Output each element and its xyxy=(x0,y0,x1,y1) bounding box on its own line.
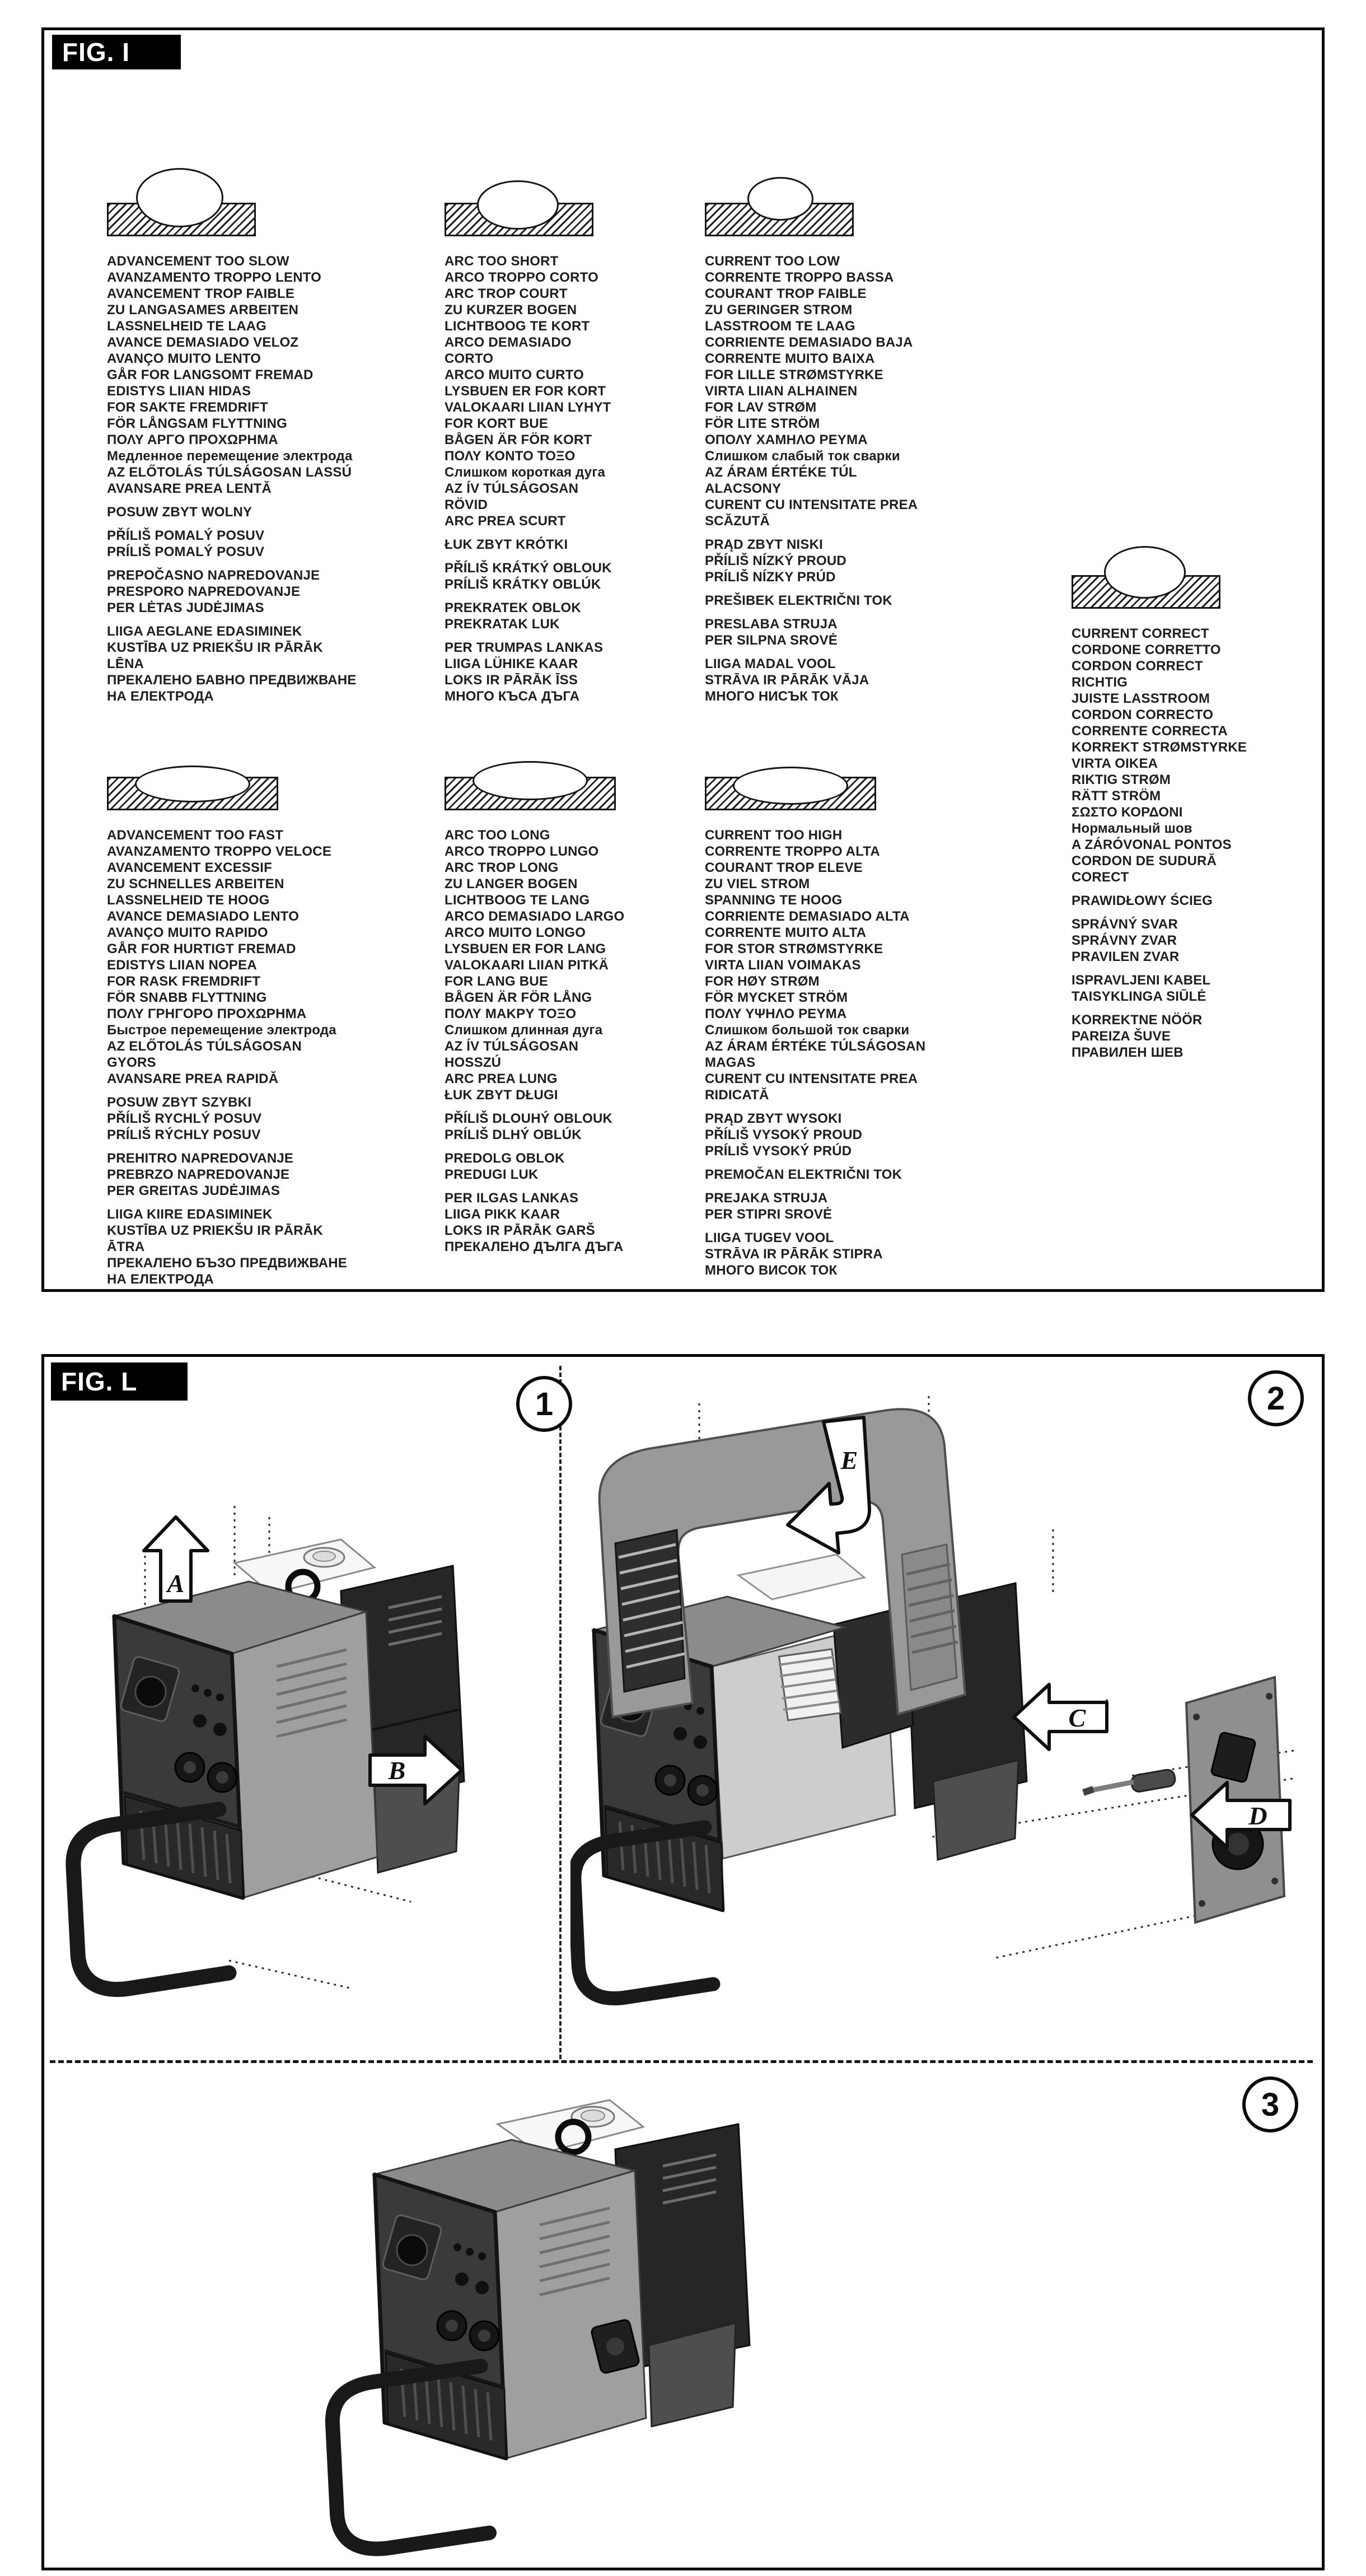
lang-line: ARC TOO LONG xyxy=(445,828,550,843)
lang-line: ARC PREA LUNG xyxy=(445,1071,558,1086)
lang-line: AZ ÁRAM ÉRTÉKE TÚL xyxy=(705,465,857,480)
lang-line: МНОГО ВИСОК ТОК xyxy=(705,1263,838,1278)
weld-bead-current-high-icon xyxy=(705,739,873,813)
lang-line: PREDUGI LUK xyxy=(445,1167,539,1182)
lang-lines xyxy=(445,253,612,704)
arrow-c xyxy=(1014,1684,1107,1749)
lang-line: COURANT TROP ELEVE xyxy=(705,860,863,875)
lang-line: CORDON DE SUDURĂ xyxy=(1072,853,1217,869)
lang-line: LYSBUEN ER FOR KORT xyxy=(445,384,606,399)
lang-line: RÖVID xyxy=(445,497,488,512)
lang-line: AVANZAMENTO TROPPO VELOCE xyxy=(107,844,332,859)
lang-line: AZ ÍV TÚLSÁGOSAN xyxy=(445,481,579,496)
lang-line: RÄTT STRÖM xyxy=(1072,788,1161,804)
lang-line: ARCO MUITO CURTO xyxy=(445,367,584,382)
lang-line: CURRENT TOO LOW xyxy=(705,254,840,269)
lang-line: SPRÁVNY ZVAR xyxy=(1072,933,1177,948)
panel-number-3-text: 3 xyxy=(1261,2086,1280,2123)
lang-line xyxy=(1072,1005,1247,1012)
fig-l-panel1-illustration xyxy=(61,1423,548,2061)
lang-line: PRÍLIŠ POMALÝ POSUV xyxy=(107,544,265,559)
lang-line: PREBRZO NAPREDOVANJE xyxy=(107,1167,290,1182)
lang-line: ADVANCEMENT TOO SLOW xyxy=(107,254,289,269)
lang-line xyxy=(107,497,357,504)
block-advancement-too-fast xyxy=(107,739,347,1287)
lang-line: ΠΟΛΥ ΑΡΓΟ ΠΡΟΧΩΡΗΜΑ xyxy=(107,432,278,447)
lang-line: ISPRAVLJENI KABEL xyxy=(1072,973,1211,988)
lang-line: KORREKTNE NÖÖR xyxy=(1072,1012,1203,1028)
lang-line: ΣΩΣΤΟ ΚΟΡΔΟΝΙ xyxy=(1072,805,1183,820)
lang-line: PRÍLIŠ KRÁTKY OBLÚK xyxy=(445,577,601,592)
lang-line: ПРЕКАЛЕНО БАВНО ПРЕДВИЖВАНЕ xyxy=(107,673,357,688)
lang-line xyxy=(445,592,612,600)
lang-line: ARC TROP LONG xyxy=(445,860,559,875)
lang-line: ПРАВИЛЕН ШЕВ xyxy=(1072,1045,1183,1060)
lang-line: PER GREITAS JUDĖJIMAS xyxy=(107,1183,280,1198)
fig-l-box xyxy=(41,1354,1325,2570)
lang-line: PRĄD ZBYT NISKI xyxy=(705,537,824,552)
lang-line: PRÍLIŠ NÍZKY PRÚD xyxy=(705,570,836,585)
lang-line: AZ ÍV TÚLSÁGOSAN xyxy=(445,1039,579,1054)
lang-line: PER LĖTAS JUDĖJIMAS xyxy=(107,600,264,615)
arrow-c-label: C xyxy=(1068,1704,1086,1732)
lang-line: PŘÍLIŠ RYCHLÝ POSUV xyxy=(107,1111,262,1126)
lang-line: Слишком большой ток сварки xyxy=(705,1023,910,1038)
block-current-correct xyxy=(1072,537,1247,1061)
lang-line: PŘÍLIŠ DLOUHÝ OBLOUK xyxy=(445,1111,613,1126)
lang-line: RIDICATĂ xyxy=(705,1088,769,1103)
lang-line: STRĀVA IR PĀRĀK STIPRA xyxy=(705,1247,883,1262)
block-arc-too-short xyxy=(445,165,612,704)
lang-line xyxy=(445,632,612,640)
lang-line xyxy=(107,520,357,528)
weld-bead-correct-icon xyxy=(1072,537,1217,611)
lang-line: ΟΠΟΛΥ ΧΑΜΗΛΟ ΡΕΥΜΑ xyxy=(705,432,868,447)
panel-number-3 xyxy=(1242,2076,1298,2132)
lang-line: AVANCE DEMASIADO LENTO xyxy=(107,909,300,924)
lang-line: FOR LILLE STRØMSTYRKE xyxy=(705,367,883,382)
screwdriver-icon xyxy=(1083,1768,1176,1793)
lang-line xyxy=(705,1159,925,1166)
lang-line: BÅGEN ÄR FÖR LÅNG xyxy=(445,990,592,1005)
lang-line: PER TRUMPAS LANKAS xyxy=(445,640,604,655)
weld-bead-arc-long-icon xyxy=(445,739,612,813)
lang-line xyxy=(445,553,612,560)
lang-line: LASSNELHEID TE HOOG xyxy=(107,893,270,908)
lang-line: LYSBUEN ER FOR LANG xyxy=(445,941,606,956)
lang-line: МНОГО КЪСА ДЪГА xyxy=(445,689,580,704)
lang-line xyxy=(705,1103,925,1110)
lang-line xyxy=(1072,885,1247,893)
lang-line: PRÍLIŠ VYSOKÝ PRÚD xyxy=(705,1144,852,1159)
lang-line xyxy=(107,1087,347,1094)
lang-line: PREJAKA STRUJA xyxy=(705,1191,828,1206)
lang-line: LICHTBOOG TE LANG xyxy=(445,893,590,908)
lang-line: AVANCEMENT EXCESSIF xyxy=(107,860,272,875)
lang-line: FÖR SNABB FLYTTNING xyxy=(107,990,267,1005)
lang-line xyxy=(705,585,918,592)
lang-line: LIIGA LÜHIKE KAAR xyxy=(445,656,578,671)
lang-line: LOKS IR PĀRĀK ĪSS xyxy=(445,673,578,688)
lang-lines xyxy=(107,253,357,704)
lang-line: Слишком слабый ток сварки xyxy=(705,449,900,464)
lang-line: FOR LAV STRØM xyxy=(705,400,817,415)
arrow-b-label: B xyxy=(388,1756,406,1785)
lang-line: KUSTĪBA UZ PRIEKŠU IR PĀRĀK xyxy=(107,640,323,655)
lang-line: AVANCE DEMASIADO VELOZ xyxy=(107,335,299,350)
lang-line: EDISTYS LIIAN HIDAS xyxy=(107,384,251,399)
arrow-a xyxy=(144,1517,208,1601)
lang-line: CURENT CU INTENSITATE PREA xyxy=(705,497,918,512)
lang-line xyxy=(107,1199,347,1206)
lang-line: VALOKAARI LIIAN PITKÄ xyxy=(445,958,609,973)
lang-line: CORRIENTE DEMASIADO BAJA xyxy=(705,335,913,350)
lang-line: МНОГО НИСЪК ТОК xyxy=(705,689,839,704)
lang-line: LIIGA MADAL VOOL xyxy=(705,656,836,671)
lang-line: CURENT CU INTENSITATE PREA xyxy=(705,1071,918,1086)
fig-l-panel3-illustration xyxy=(313,2082,957,2564)
lang-line xyxy=(445,1183,624,1190)
lang-line: AZ ELŐTOLÁS TÚLSÁGOSAN xyxy=(107,1039,302,1054)
lang-line: PREHITRO NAPREDOVANJE xyxy=(107,1151,294,1166)
lang-line: ZU KURZER BOGEN xyxy=(445,302,577,318)
lang-line: CORRENTE TROPPO BASSA xyxy=(705,270,894,285)
lang-line: PREKRATEK OBLOK xyxy=(445,600,581,615)
lang-line: VIRTA LIIAN ALHAINEN xyxy=(705,384,858,399)
lang-line: RICHTIG xyxy=(1072,675,1128,690)
fig-l-label: FIG. L xyxy=(51,1362,188,1401)
weld-bead-arc-short-icon xyxy=(445,165,590,239)
lang-line: AVANCEMENT TROP FAIBLE xyxy=(107,286,295,301)
lang-line: PRESPORO NAPREDOVANJE xyxy=(107,584,301,599)
lang-line: AZ ELŐTOLÁS TÚLSÁGOSAN LASSÚ xyxy=(107,465,352,480)
lang-lines xyxy=(107,827,347,1287)
lang-line: FOR SAKTE FREMDRIFT xyxy=(107,400,268,415)
lang-line: GYORS xyxy=(107,1055,156,1070)
lang-lines xyxy=(705,253,918,704)
lang-line: AVANSARE PREA RAPIDĂ xyxy=(107,1071,279,1086)
lang-line: PAREIZA ŠUVE xyxy=(1072,1029,1171,1044)
lang-line xyxy=(107,1143,347,1150)
arrow-a-label: A xyxy=(167,1569,185,1598)
lang-line: ARC TOO SHORT xyxy=(445,254,559,269)
lang-line: ARCO MUITO LONGO xyxy=(445,925,586,940)
block-advancement-too-slow xyxy=(107,165,357,704)
lang-line: PREŠIBEK ELEKTRIČNI TOK xyxy=(705,593,892,608)
lang-line: ARCO TROPPO LUNGO xyxy=(445,844,599,859)
lang-line: VIRTA LIIAN VOIMAKAS xyxy=(705,958,861,973)
lang-line xyxy=(1072,909,1247,916)
lang-line: FÖR LITE STRÖM xyxy=(705,416,820,431)
lang-line: ARCO DEMASIADO LARGO xyxy=(445,909,625,924)
panel-number-1-text: 1 xyxy=(535,1385,554,1422)
lang-line: PRAWIDŁOWY ŚCIEG xyxy=(1072,893,1213,908)
fig-i-label: FIG. I xyxy=(52,35,181,69)
lang-line: FOR STOR STRØMSTYRKE xyxy=(705,941,883,956)
lang-line: CORRENTE MUITO ALTA xyxy=(705,925,867,940)
lang-line: LIIGA KIIRE EDASIMINEK xyxy=(107,1207,273,1222)
lang-line: PREDOLG OBLOK xyxy=(445,1151,565,1166)
lang-line: JUISTE LASSTROOM xyxy=(1072,691,1210,706)
lang-line: ZU LANGASAMES ARBEITEN xyxy=(107,302,299,318)
weld-bead-current-low-icon xyxy=(705,165,850,239)
lang-line: CORDON CORRECT xyxy=(1072,659,1203,674)
lang-line: SPRÁVNÝ SVAR xyxy=(1072,917,1178,932)
lang-line: SCĂZUTĂ xyxy=(705,514,770,529)
lang-line: GÅR FOR LANGSOMT FREMAD xyxy=(107,367,314,382)
lang-line: ΠΟΛΥ ΥΨΗΛΟ ΡΕΥΜΑ xyxy=(705,1006,847,1021)
lang-line: LOKS IR PĀRĀK GARŠ xyxy=(445,1223,595,1238)
lang-lines xyxy=(705,827,925,1278)
lang-line: FÖR LÅNGSAM FLYTTNING xyxy=(107,416,287,431)
lang-line: ПРЕКАЛЕНО ДЪЛГА ДЪГА xyxy=(445,1239,624,1254)
lang-line: ARCO DEMASIADO xyxy=(445,335,572,350)
lang-line: HOSSZÚ xyxy=(445,1055,502,1070)
fig-i-box xyxy=(41,27,1325,1292)
lang-line: GÅR FOR HURTIGT FREMAD xyxy=(107,941,296,956)
lang-line: VIRTA OIKEA xyxy=(1072,756,1158,771)
lang-line: CORRIENTE DEMASIADO ALTA xyxy=(705,909,910,924)
block-current-too-high xyxy=(705,739,925,1278)
lang-line: SPANNING TE HOOG xyxy=(705,893,843,908)
panel-divider-vertical xyxy=(559,1366,562,2059)
lang-line: CURRENT TOO HIGH xyxy=(705,828,843,843)
lang-line: ŁUK ZBYT DŁUGI xyxy=(445,1088,558,1103)
lang-line: AZ ÁRAM ÉRTÉKE TÚLSÁGOSAN xyxy=(705,1039,926,1054)
lang-line: PRÍLIŠ RÝCHLY POSUV xyxy=(107,1127,261,1142)
lang-line: LICHTBOOG TE KORT xyxy=(445,319,590,334)
block-arc-too-long xyxy=(445,739,624,1255)
lang-line: LIIGA AEGLANE EDASIMINEK xyxy=(107,624,302,639)
fig-l-panel2-illustration xyxy=(570,1389,1315,2073)
lang-line: ZU GERINGER STROM xyxy=(705,302,853,318)
lang-line: PŘÍLIŠ NÍZKÝ PROUD xyxy=(705,553,846,568)
lang-line: Быстрое перемещение электрода xyxy=(107,1023,336,1038)
panel-number-2-text: 2 xyxy=(1266,1380,1285,1417)
lang-line: PER SILPNA SROVĖ xyxy=(705,633,838,648)
lang-line: CORECT xyxy=(1072,870,1129,885)
lang-line: ΠΟΛΥ ΓΡΗΓΟΡΟ ΠΡΟΧΩΡΗΜΑ xyxy=(107,1006,307,1021)
lang-line: PŘÍLIŠ VYSOKÝ PROUD xyxy=(705,1127,863,1142)
lang-line: COURANT TROP FAIBLE xyxy=(705,286,867,301)
lang-line: AVANÇO MUITO RAPIDO xyxy=(107,925,268,940)
lang-line: Нормальный шов xyxy=(1072,821,1192,836)
lang-line: PRĄD ZBYT WYSOKI xyxy=(705,1111,842,1126)
lang-line: Слишком короткая дуга xyxy=(445,465,606,480)
lang-line: Медленное перемещение электрода xyxy=(107,449,353,464)
lang-line: PREMOČAN ELEKTRIČNI TOK xyxy=(705,1167,902,1182)
lang-line: POSUW ZBYT WOLNY xyxy=(107,505,252,520)
lang-lines xyxy=(1072,626,1247,1061)
lang-line xyxy=(445,529,612,536)
lang-line: FOR HØY STRØM xyxy=(705,974,820,989)
lang-line xyxy=(705,609,918,616)
lang-line: LASSNELHEID TE LAAG xyxy=(107,319,267,334)
lang-line: ALACSONY xyxy=(705,481,782,496)
lang-line: BÅGEN ÄR FÖR KORT xyxy=(445,432,592,447)
lang-line xyxy=(705,529,918,536)
lang-line: LASSTROOM TE LAAG xyxy=(705,319,855,334)
lang-line: CORDON CORRECTO xyxy=(1072,707,1214,722)
lang-line xyxy=(705,1222,925,1230)
lang-line: ARC PREA SCURT xyxy=(445,514,566,529)
lang-line: НА ЕЛЕКТРОДА xyxy=(107,689,214,704)
lang-line: FÖR MYCKET STRÖM xyxy=(705,990,848,1005)
lang-line: НА ЕЛЕКТРОДА xyxy=(107,1272,214,1287)
lang-line: LĒNA xyxy=(107,656,144,671)
lang-line: CORRENTE MUITO BAIXA xyxy=(705,351,875,366)
lang-line: AVANZAMENTO TROPPO LENTO xyxy=(107,270,322,285)
lang-line: ZU VIEL STROM xyxy=(705,876,810,892)
lang-line: CURRENT CORRECT xyxy=(1072,626,1209,641)
lang-line xyxy=(107,616,357,623)
lang-line: PREPOČASNO NAPREDOVANJE xyxy=(107,568,320,583)
lang-line xyxy=(1072,965,1247,972)
lang-line: CORRENTE CORRECTA xyxy=(1072,724,1228,739)
arrow-e-label: E xyxy=(840,1446,858,1474)
lang-line: CORTO xyxy=(445,351,494,366)
lang-line: AVANSARE PREA LENTĂ xyxy=(107,481,272,496)
lang-line: ĀTRA xyxy=(107,1239,145,1254)
lang-line xyxy=(705,648,918,656)
lang-line: PŘÍLIŠ POMALÝ POSUV xyxy=(107,528,265,543)
lang-line: ARCO TROPPO CORTO xyxy=(445,270,598,285)
lang-line: ПРЕКАЛЕНО БЪЗО ПРЕДВИЖВАНЕ xyxy=(107,1256,347,1271)
lang-line: FOR LANG BUE xyxy=(445,974,549,989)
lang-line: PREKRATAK LUK xyxy=(445,617,560,632)
lang-line: PŘÍLIŠ KRÁTKÝ OBLOUK xyxy=(445,561,612,576)
weld-bead-too-slow-icon xyxy=(107,165,252,239)
lang-line: PRÍLIŠ DLHÝ OBLÚK xyxy=(445,1127,582,1142)
lang-line: ADVANCEMENT TOO FAST xyxy=(107,828,284,843)
lang-line: STRĀVA IR PĀRĀK VĀJA xyxy=(705,673,869,688)
lang-line: VALOKAARI LIIAN LYHYT xyxy=(445,400,611,415)
lang-line: POSUW ZBYT SZYBKI xyxy=(107,1095,252,1110)
lang-line: ARC TROP COURT xyxy=(445,286,568,301)
block-current-too-low xyxy=(705,165,918,704)
lang-line: ΠΟΛΥ ΜΑΚΡΥ ΤΟΞΟ xyxy=(445,1006,577,1021)
lang-line: TAISYKLINGA SIŪLĖ xyxy=(1072,989,1206,1004)
lang-line: AVANÇO MUITO LENTO xyxy=(107,351,261,366)
lang-line: KORREKT STRØMSTYRKE xyxy=(1072,740,1247,755)
lang-line: LIIGA PIKK KAAR xyxy=(445,1207,560,1222)
lang-line: KUSTĪBA UZ PRIEKŠU IR PĀRĀK xyxy=(107,1223,323,1238)
lang-line: ΠΟΛΥ ΚΟΝΤΟ ΤΟΞΟ xyxy=(445,449,576,464)
lang-line: CORDONE CORRETTO xyxy=(1072,642,1221,657)
arrow-d-label: D xyxy=(1248,1802,1267,1830)
lang-line xyxy=(445,1143,624,1150)
weld-bead-too-fast-icon xyxy=(107,739,275,813)
lang-line: CORRENTE TROPPO ALTA xyxy=(705,844,880,859)
lang-line xyxy=(107,560,357,567)
lang-line: RIKTIG STRØM xyxy=(1072,772,1171,787)
lang-lines xyxy=(445,827,624,1255)
lang-line: MAGAS xyxy=(705,1055,756,1070)
lang-line: PER STIPRI SROVĖ xyxy=(705,1207,832,1222)
lang-line: PRAVILEN ZVAR xyxy=(1072,949,1180,964)
lang-line: EDISTYS LIIAN NOPEA xyxy=(107,958,257,973)
lang-line: FOR KORT BUE xyxy=(445,416,549,431)
lang-line: LIIGA TUGEV VOOL xyxy=(705,1230,834,1245)
lang-line: FOR RASK FREMDRIFT xyxy=(107,974,261,989)
lang-line xyxy=(445,1103,624,1110)
lang-line: ZU LANGER BOGEN xyxy=(445,876,578,892)
lang-line: ŁUK ZBYT KRÓTKI xyxy=(445,537,568,552)
lang-line: PRESLABA STRUJA xyxy=(705,617,838,632)
lang-line: PER ILGAS LANKAS xyxy=(445,1191,579,1206)
lang-line: A ZÁRÓVONAL PONTOS xyxy=(1072,837,1232,852)
lang-line xyxy=(705,1183,925,1190)
lang-line: ZU SCHNELLES ARBEITEN xyxy=(107,876,284,892)
lang-line: Слишком длинная дуга xyxy=(445,1023,603,1038)
